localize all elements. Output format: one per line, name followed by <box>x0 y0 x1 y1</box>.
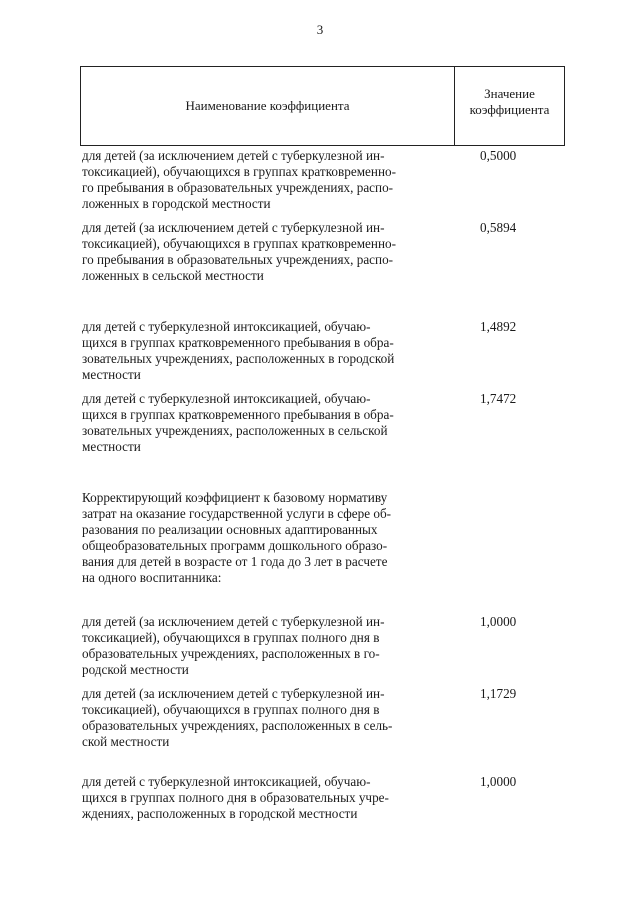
table-header <box>80 66 565 146</box>
coefficient-row-text: для детей с туберкулезной интоксикацией, обучаю- щихся в группах кратковременного пребывания в обра- зовательных учреждениях, расположенных в сельской местности <box>82 391 394 454</box>
coefficient-row-value: 1,4892 <box>480 319 517 334</box>
coefficient-row-value: 1,1729 <box>480 686 517 701</box>
coefficient-row-text: для детей с туберкулезной интоксикацией, обучаю- щихся в группах полного дня в образовательных учре- ждениях, расположенных в городской местности <box>82 774 389 821</box>
coefficient-row-value: 0,5000 <box>480 148 517 163</box>
section-heading-text: Корректирующий коэффициент к базовому нормативу затрат на оказание государственной услуги в сфере об- разования по реализации основных адаптированных общеобразовательных программ дошкольного образо- вания для детей в возрасте от 1 года до 3 лет в расчете на одного воспитанника: <box>82 490 392 585</box>
coefficient-row-text: для детей (за исключением детей с туберкулезной ин- токсикацией), обучающихся в группах кратковременно- го пребывания в образовательных учреждениях, распо- ложенных в городской местности <box>82 148 396 211</box>
coefficient-row-value: 1,7472 <box>480 391 517 406</box>
coefficient-row-text: для детей (за исключением детей с туберкулезной ин- токсикацией), обучающихся в группах полного дня в образовательных учреждениях, расположенных в сель- ской местности <box>82 686 393 749</box>
column-header-value <box>455 86 564 118</box>
coefficient-row-value: 1,0000 <box>480 614 517 629</box>
column-header-name: Наименование коэффициента <box>185 98 350 113</box>
coefficient-row-text: для детей (за исключением детей с туберкулезной ин- токсикацией), обучающихся в группах кратковременно- го пребывания в образовательных учреждениях, распо- ложенных в сельской местности <box>82 220 396 283</box>
column-header-value-text: Значение коэффициента <box>469 86 550 117</box>
page-number: 3 <box>316 22 324 37</box>
coefficient-row-value: 0,5894 <box>480 220 517 235</box>
coefficient-row-value: 1,0000 <box>480 774 517 789</box>
coefficient-row-text: для детей с туберкулезной интоксикацией, обучаю- щихся в группах кратковременного пребывания в обра- зовательных учреждениях, расположенных в городской местности <box>82 319 395 382</box>
coefficient-row-text: для детей (за исключением детей с туберкулезной ин- токсикацией), обучающихся в группах полного дня в образовательных учреждениях, расположенных в го- родской местности <box>82 614 385 677</box>
